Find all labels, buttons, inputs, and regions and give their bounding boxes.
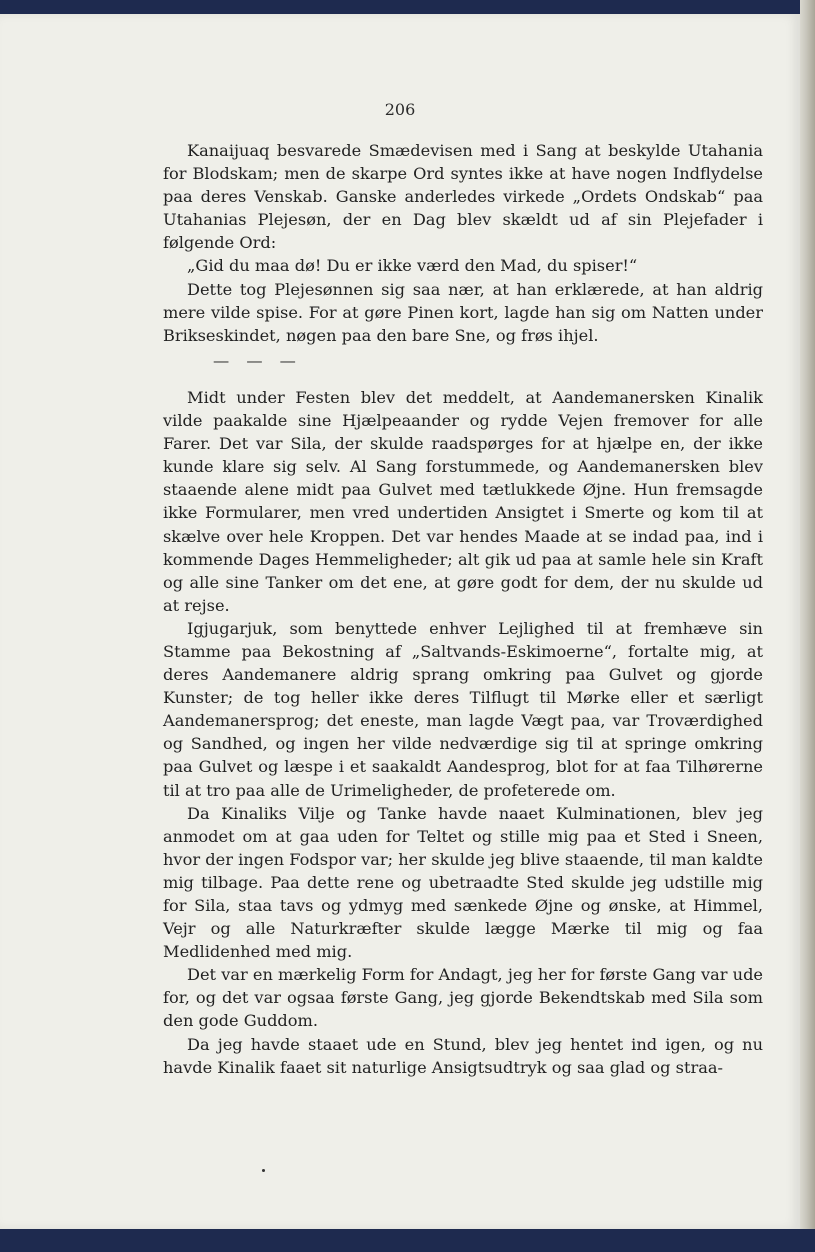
book-cover-edge xyxy=(0,1229,815,1252)
paragraph: Kanaijuaq besvarede Smædevisen med i Sang at beskylde Utahania for Blodskam; men de skarpe Ord syntes ikke at have nogen Indflydelse paa deres Venskab. Ganske anderledes virkede „Ordets Ondskab“ paa Utahanias Plejesøn, der en Dag blev skældt ud af sin Plejefader i følgende Ord: xyxy=(163,141,763,253)
paragraph: Dette tog Plejesønnen sig saa nær, at han erklærede, at han aldrig mere vilde spise. For at gøre Pinen kort, lagde han sig om Natten under Brikseskindet, nøgen paa den bare Sne, og frøs ihjel. xyxy=(163,279,763,345)
section-separator: — — — xyxy=(213,350,302,370)
paragraph: Igjugarjuk, som benyttede enhver Lejlighed til at fremhæve sin Stamme paa Bekostning af „Saltvands-Eskimoerne“, fortalte mig, at deres Aandemanere aldrig sprang omkring paa Gulvet og gjorde Kunster; de tog heller ikke deres Tilflugt til Mørke eller et særligt Aandemanersprog; det eneste, man lagde Vægt paa, var Troværdighed og Sandhed, og ingen her vilde nedværdige sig til at springe omkring paa Gulvet og læspe i et saakaldt Aandesprog, blot for at faa Tilhørerne til at tro paa alle de Urimeligheder, de profeterede om. xyxy=(163,618,763,800)
paragraph: „Gid du maa dø! Du er ikke værd den Mad, du spiser!“ xyxy=(187,256,638,276)
paragraph: Da jeg havde staaet ude en Stund, blev jeg hentet ind igen, og nu havde Kinalik faaet sit naturlige Ansigtsudtryk og saa glad og straa- xyxy=(163,1034,763,1077)
page-sheet xyxy=(0,14,800,1229)
ink-speck xyxy=(262,1169,265,1172)
paragraph: Det var en mærkelig Form for Andagt, jeg her for første Gang var ude for, og det var ogsaa første Gang, jeg gjorde Bekendtskab med Sila som den gode Guddom. xyxy=(163,965,764,1031)
page-edge-shadow xyxy=(800,0,815,1252)
page-number: 206 xyxy=(384,100,416,119)
paragraph: Midt under Festen blev det meddelt, at Aandemanersken Kinalik vilde paakalde sine Hjælpeaander og rydde Vejen fremover for alle Farer. Det var Sila, der skulde raadspørges for at hjælpe en, der ikke kunde klare sig selv. Al Sang forstummede, og Aandemanersken blev staaende alene midt paa Gulvet med tætlukkede Øjne. Hun fremsagde ikke Formularer, men vred undertiden Ansigtet i Smerte og kom til at skælve over hele Kroppen. Det var hendes Maade at se indad paa, ind i kommende Dages Hemmeligheder; alt gik ud paa at samle hele sin Kraft og alle sine Tanker om det ene, at gøre godt for dem, der nu skulde ud at rejse. xyxy=(163,387,763,615)
body-text xyxy=(163,139,763,1079)
paragraph: Da Kinaliks Vilje og Tanke havde naaet Kulminationen, blev jeg anmodet om at gaa uden for Teltet og stille mig paa et Sted i Sneen, hvor der ingen Fodspor var; her skulde jeg blive staaende, til man kaldte mig tilbage. Paa dette rene og ubetraadte Sted skulde jeg udstille mig for Sila, staa tavs og ydmyg med sænkede Øjne og ønske, at Himmel, Vejr og alle Naturkræfter skulde lægge Mærke til mig og faa Medlidenhed med mig. xyxy=(163,803,763,962)
